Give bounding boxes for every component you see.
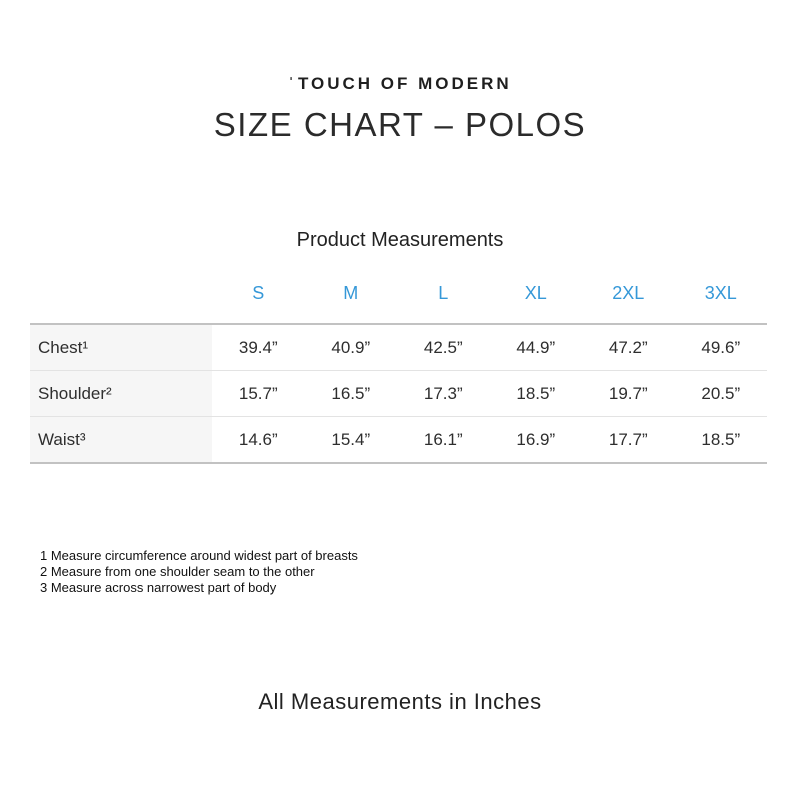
chest-value-m: 40.9” bbox=[331, 337, 371, 357]
table-caption: Product Measurements bbox=[296, 229, 504, 251]
size-table bbox=[30, 280, 767, 464]
waist-value-s: 14.6” bbox=[238, 429, 278, 449]
chest-value-3xl: 49.6” bbox=[701, 337, 741, 357]
waist-value-l: 16.1” bbox=[423, 429, 463, 449]
table-row-chest bbox=[30, 323, 767, 370]
shoulder-value-s: 15.7” bbox=[238, 383, 278, 403]
size-header-s: S bbox=[252, 282, 265, 303]
size-header-l: L bbox=[438, 282, 449, 303]
brand-logo-mark: ˈ bbox=[288, 74, 297, 93]
chest-value-l: 42.5” bbox=[423, 337, 463, 357]
chest-value-2xl: 47.2” bbox=[608, 337, 648, 357]
footnote-shoulder: 2 Measure from one shoulder seam to the other bbox=[40, 564, 315, 579]
size-header-m: M bbox=[343, 282, 359, 303]
footnote-chest: 1 Measure circumference around widest part of breasts bbox=[40, 548, 358, 563]
waist-value-m: 15.4” bbox=[331, 429, 371, 449]
size-header-xl: XL bbox=[524, 282, 547, 303]
size-header-2xl: 2XL bbox=[612, 282, 645, 303]
shoulder-value-xl: 18.5” bbox=[516, 383, 556, 403]
corner-cell bbox=[30, 280, 212, 323]
size-header-3xl: 3XL bbox=[704, 282, 737, 303]
shoulder-value-2xl: 19.7” bbox=[608, 383, 648, 403]
row-label-waist: Waist³ bbox=[30, 417, 212, 462]
brand-logo-text: TOUCH OF MODERN bbox=[297, 74, 512, 93]
shoulder-value-m: 16.5” bbox=[331, 383, 371, 403]
units-note: All Measurements in Inches bbox=[258, 689, 542, 714]
footnote-waist: 3 Measure across narrowest part of body bbox=[40, 580, 277, 595]
shoulder-value-l: 17.3” bbox=[423, 383, 463, 403]
table-row-waist bbox=[30, 416, 767, 464]
row-label-chest: Chest¹ bbox=[30, 325, 212, 370]
waist-value-3xl: 18.5” bbox=[701, 429, 741, 449]
table-row-shoulder bbox=[30, 370, 767, 416]
page-title: SIZE CHART – POLOS bbox=[213, 106, 587, 143]
row-label-shoulder: Shoulder² bbox=[30, 371, 212, 416]
waist-value-2xl: 17.7” bbox=[608, 429, 648, 449]
shoulder-value-3xl: 20.5” bbox=[701, 383, 741, 403]
brand-logo bbox=[0, 74, 800, 94]
waist-value-xl: 16.9” bbox=[516, 429, 556, 449]
size-header-row bbox=[30, 280, 767, 323]
footnotes bbox=[40, 548, 358, 596]
chest-value-xl: 44.9” bbox=[516, 337, 556, 357]
chest-value-s: 39.4” bbox=[238, 337, 278, 357]
